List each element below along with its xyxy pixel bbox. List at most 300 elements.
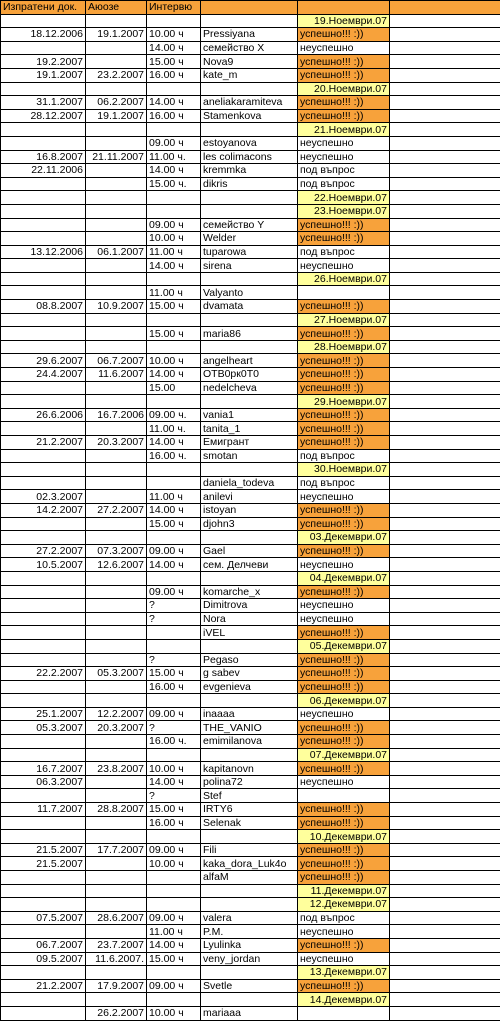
table-cell[interactable]: успешно!!! :)) — [298, 857, 390, 871]
table-cell[interactable]: под въпрос — [298, 449, 390, 463]
table-cell[interactable]: 08.8.2007 — [1, 300, 86, 314]
table-cell[interactable] — [390, 599, 500, 613]
table-cell[interactable] — [1, 830, 86, 844]
table-cell[interactable] — [1, 639, 86, 653]
table-cell[interactable]: успешно!!! :)) — [298, 762, 390, 776]
table-cell[interactable]: семейство X — [201, 41, 298, 55]
table-cell[interactable]: 06.Декември.07 — [298, 694, 390, 708]
table-cell[interactable]: 09.00 ч — [147, 136, 201, 150]
table-cell[interactable] — [86, 463, 147, 477]
table-cell[interactable]: THE_VANIO — [201, 721, 298, 735]
table-cell[interactable]: inaaaa — [201, 707, 298, 721]
table-cell[interactable]: evgenieva — [201, 680, 298, 694]
table-cell[interactable]: les colimacons — [201, 150, 298, 164]
table-cell[interactable]: под въпрос — [298, 177, 390, 191]
table-cell[interactable]: OTB0pк0T0 — [201, 368, 298, 382]
table-cell[interactable] — [1, 313, 86, 327]
table-cell[interactable]: 11.00 ч. — [147, 422, 201, 436]
table-cell[interactable] — [201, 340, 298, 354]
table-cell[interactable]: 13.Декември.07 — [298, 966, 390, 980]
table-cell[interactable]: семейство Y — [201, 218, 298, 232]
table-cell[interactable]: dikris — [201, 177, 298, 191]
table-cell[interactable]: 15.00 ч. — [147, 177, 201, 191]
table-cell[interactable] — [86, 612, 147, 626]
table-cell[interactable]: 16.00 ч — [147, 109, 201, 123]
table-cell[interactable] — [201, 204, 298, 218]
table-cell[interactable] — [390, 177, 500, 191]
table-cell[interactable] — [147, 204, 201, 218]
table-cell[interactable]: 09.00 ч — [147, 218, 201, 232]
table-cell[interactable] — [86, 571, 147, 585]
table-cell[interactable] — [86, 898, 147, 912]
table-cell[interactable]: 14.00 ч — [147, 938, 201, 952]
table-cell[interactable]: 06.7.2007 — [86, 354, 147, 368]
table-cell[interactable]: 05.Декември.07 — [298, 639, 390, 653]
table-cell[interactable]: неуспешно — [298, 136, 390, 150]
table-cell[interactable]: успешно!!! :)) — [298, 626, 390, 640]
table-cell[interactable] — [1, 381, 86, 395]
table-cell[interactable]: успешно!!! :)) — [298, 96, 390, 110]
table-cell[interactable]: Stamenkova — [201, 109, 298, 123]
table-cell[interactable]: 20.3.2007 — [86, 436, 147, 450]
header-cell[interactable]: Интервю — [147, 1, 201, 15]
table-cell[interactable]: 12.Декември.07 — [298, 898, 390, 912]
table-cell[interactable]: успешно!!! :)) — [298, 816, 390, 830]
table-cell[interactable] — [390, 68, 500, 82]
table-cell[interactable] — [390, 843, 500, 857]
table-cell[interactable] — [86, 857, 147, 871]
table-cell[interactable] — [390, 925, 500, 939]
table-cell[interactable]: неуспешно — [298, 558, 390, 572]
table-cell[interactable] — [390, 803, 500, 817]
table-cell[interactable] — [390, 96, 500, 110]
table-cell[interactable] — [1, 449, 86, 463]
table-cell[interactable] — [298, 789, 390, 803]
table-cell[interactable] — [390, 82, 500, 96]
table-cell[interactable]: успешно!!! :)) — [298, 503, 390, 517]
table-cell[interactable] — [390, 14, 500, 28]
table-cell[interactable] — [86, 871, 147, 885]
table-cell[interactable] — [86, 41, 147, 55]
table-cell[interactable]: 26.2.2007 — [86, 1006, 147, 1020]
table-cell[interactable]: 29.6.2007 — [1, 354, 86, 368]
table-cell[interactable] — [390, 993, 500, 1007]
table-cell[interactable]: 19.Ноември.07 — [298, 14, 390, 28]
table-cell[interactable] — [86, 136, 147, 150]
table-cell[interactable] — [86, 735, 147, 749]
table-cell[interactable] — [147, 884, 201, 898]
table-cell[interactable]: valera — [201, 911, 298, 925]
table-cell[interactable] — [86, 395, 147, 409]
table-cell[interactable]: 14.00 ч — [147, 775, 201, 789]
table-cell[interactable] — [86, 272, 147, 286]
table-cell[interactable]: 10.00 ч — [147, 28, 201, 42]
table-cell[interactable]: неуспешно — [298, 41, 390, 55]
table-cell[interactable]: kremmka — [201, 164, 298, 178]
table-cell[interactable]: 29.Ноември.07 — [298, 395, 390, 409]
table-cell[interactable]: 10.9.2007 — [86, 300, 147, 314]
table-cell[interactable] — [390, 408, 500, 422]
table-cell[interactable]: 10.00 ч — [147, 354, 201, 368]
table-cell[interactable] — [201, 531, 298, 545]
table-cell[interactable]: Selenak — [201, 816, 298, 830]
table-cell[interactable]: 05.3.2007 — [86, 667, 147, 681]
table-cell[interactable] — [390, 531, 500, 545]
table-cell[interactable]: polina72 — [201, 775, 298, 789]
header-cell[interactable] — [201, 1, 298, 15]
table-cell[interactable] — [1, 816, 86, 830]
table-cell[interactable] — [86, 286, 147, 300]
table-cell[interactable] — [147, 531, 201, 545]
table-cell[interactable] — [390, 463, 500, 477]
table-cell[interactable]: ? — [147, 721, 201, 735]
table-cell[interactable] — [147, 340, 201, 354]
table-cell[interactable]: 18.12.2006 — [1, 28, 86, 42]
table-cell[interactable]: 15.00 ч — [147, 327, 201, 341]
table-cell[interactable] — [1, 395, 86, 409]
table-cell[interactable] — [1, 789, 86, 803]
table-cell[interactable]: успешно!!! :)) — [298, 218, 390, 232]
table-cell[interactable]: ? — [147, 653, 201, 667]
table-cell[interactable] — [86, 789, 147, 803]
table-cell[interactable]: 10.5.2007 — [1, 558, 86, 572]
table-cell[interactable]: 25.1.2007 — [1, 707, 86, 721]
table-cell[interactable]: 19.1.2007 — [1, 68, 86, 82]
table-cell[interactable]: 10.00 ч — [147, 1006, 201, 1020]
table-cell[interactable] — [86, 259, 147, 273]
table-cell[interactable]: Svetle — [201, 979, 298, 993]
table-cell[interactable]: IRTY6 — [201, 803, 298, 817]
table-cell[interactable]: Valyanto — [201, 286, 298, 300]
table-cell[interactable]: komarche_x — [201, 585, 298, 599]
table-cell[interactable] — [390, 109, 500, 123]
table-cell[interactable]: 11.00 ч — [147, 245, 201, 259]
table-cell[interactable]: успешно!!! :)) — [298, 721, 390, 735]
table-cell[interactable] — [86, 204, 147, 218]
table-cell[interactable] — [390, 762, 500, 776]
table-cell[interactable] — [1, 327, 86, 341]
table-cell[interactable] — [390, 232, 500, 246]
table-cell[interactable] — [1, 735, 86, 749]
table-cell[interactable] — [390, 422, 500, 436]
table-cell[interactable]: 21.11.2007 — [86, 150, 147, 164]
table-cell[interactable] — [390, 911, 500, 925]
table-cell[interactable]: успешно!!! :)) — [298, 517, 390, 531]
table-cell[interactable]: 15.00 ч — [147, 300, 201, 314]
table-cell[interactable] — [298, 286, 390, 300]
table-cell[interactable]: 07.3.2007 — [86, 544, 147, 558]
table-cell[interactable] — [390, 979, 500, 993]
table-cell[interactable] — [86, 626, 147, 640]
table-cell[interactable]: успешно!!! :)) — [298, 803, 390, 817]
table-cell[interactable] — [390, 245, 500, 259]
table-cell[interactable] — [390, 449, 500, 463]
table-cell[interactable] — [1, 232, 86, 246]
table-cell[interactable] — [86, 816, 147, 830]
table-cell[interactable]: 16.00 ч — [147, 680, 201, 694]
table-cell[interactable]: 11.6.2007. — [86, 952, 147, 966]
table-cell[interactable] — [147, 966, 201, 980]
table-cell[interactable] — [390, 721, 500, 735]
table-cell[interactable] — [390, 150, 500, 164]
table-cell[interactable]: 10.00 ч — [147, 762, 201, 776]
table-cell[interactable] — [390, 490, 500, 504]
table-cell[interactable] — [201, 313, 298, 327]
table-cell[interactable]: 10.Декември.07 — [298, 830, 390, 844]
table-cell[interactable] — [1, 463, 86, 477]
table-cell[interactable]: успешно!!! :)) — [298, 327, 390, 341]
table-cell[interactable]: 03.Декември.07 — [298, 531, 390, 545]
table-cell[interactable]: 09.00 ч — [147, 707, 201, 721]
table-cell[interactable] — [390, 667, 500, 681]
table-cell[interactable] — [147, 463, 201, 477]
table-cell[interactable]: Gael — [201, 544, 298, 558]
table-cell[interactable] — [390, 735, 500, 749]
table-cell[interactable]: под въпрос — [298, 245, 390, 259]
table-cell[interactable] — [1, 259, 86, 273]
table-cell[interactable] — [390, 952, 500, 966]
table-cell[interactable]: успешно!!! :)) — [298, 232, 390, 246]
table-cell[interactable] — [86, 123, 147, 137]
table-cell[interactable]: dvamata — [201, 300, 298, 314]
table-cell[interactable]: Lyulinka — [201, 938, 298, 952]
table-cell[interactable]: 17.9.2007 — [86, 979, 147, 993]
table-cell[interactable]: nedelcheva — [201, 381, 298, 395]
table-cell[interactable] — [147, 993, 201, 1007]
table-cell[interactable] — [390, 748, 500, 762]
table-cell[interactable] — [390, 368, 500, 382]
table-cell[interactable]: 20.Ноември.07 — [298, 82, 390, 96]
table-cell[interactable] — [86, 639, 147, 653]
table-cell[interactable]: 14.Декември.07 — [298, 993, 390, 1007]
table-cell[interactable]: smotan — [201, 449, 298, 463]
table-cell[interactable]: успешно!!! :)) — [298, 422, 390, 436]
table-cell[interactable] — [86, 327, 147, 341]
table-cell[interactable] — [1, 748, 86, 762]
table-cell[interactable]: 21.5.2007 — [1, 857, 86, 871]
table-cell[interactable] — [1, 218, 86, 232]
table-cell[interactable]: 28.6.2007 — [86, 911, 147, 925]
table-cell[interactable] — [86, 585, 147, 599]
table-cell[interactable]: vania1 — [201, 408, 298, 422]
table-cell[interactable]: 21.Ноември.07 — [298, 123, 390, 137]
table-cell[interactable] — [1, 14, 86, 28]
table-cell[interactable] — [390, 55, 500, 69]
table-cell[interactable]: alfaM — [201, 871, 298, 885]
table-cell[interactable] — [390, 136, 500, 150]
table-cell[interactable] — [1, 585, 86, 599]
table-cell[interactable]: успешно!!! :)) — [298, 585, 390, 599]
table-cell[interactable] — [86, 449, 147, 463]
table-cell[interactable]: tuparowa — [201, 245, 298, 259]
table-cell[interactable] — [147, 395, 201, 409]
table-cell[interactable]: 16.00 ч. — [147, 735, 201, 749]
table-cell[interactable] — [390, 218, 500, 232]
table-cell[interactable] — [201, 748, 298, 762]
table-cell[interactable]: 09.00 ч — [147, 544, 201, 558]
table-cell[interactable]: успешно!!! :)) — [298, 354, 390, 368]
table-cell[interactable]: 27.Ноември.07 — [298, 313, 390, 327]
table-cell[interactable] — [201, 830, 298, 844]
table-cell[interactable]: 09.00 ч — [147, 911, 201, 925]
table-cell[interactable] — [1, 82, 86, 96]
table-cell[interactable] — [147, 830, 201, 844]
table-cell[interactable]: tanita_1 — [201, 422, 298, 436]
table-cell[interactable] — [201, 272, 298, 286]
table-cell[interactable]: Pressiyana — [201, 28, 298, 42]
table-cell[interactable] — [86, 490, 147, 504]
table-cell[interactable]: 16.00 ч. — [147, 449, 201, 463]
table-cell[interactable] — [147, 748, 201, 762]
table-cell[interactable]: 15.00 ч — [147, 517, 201, 531]
table-cell[interactable] — [86, 884, 147, 898]
table-cell[interactable] — [86, 775, 147, 789]
table-cell[interactable] — [86, 748, 147, 762]
table-cell[interactable] — [390, 436, 500, 450]
table-cell[interactable]: Stef — [201, 789, 298, 803]
table-cell[interactable] — [86, 55, 147, 69]
table-cell[interactable] — [147, 476, 201, 490]
table-cell[interactable] — [298, 1006, 390, 1020]
table-cell[interactable] — [390, 639, 500, 653]
table-cell[interactable] — [1, 694, 86, 708]
table-cell[interactable] — [390, 966, 500, 980]
table-cell[interactable]: под въпрос — [298, 164, 390, 178]
table-cell[interactable] — [86, 476, 147, 490]
table-cell[interactable] — [201, 898, 298, 912]
table-cell[interactable]: успешно!!! :)) — [298, 68, 390, 82]
table-cell[interactable] — [390, 571, 500, 585]
table-cell[interactable] — [86, 422, 147, 436]
table-cell[interactable] — [86, 177, 147, 191]
table-cell[interactable] — [1, 272, 86, 286]
table-cell[interactable]: Nova9 — [201, 55, 298, 69]
table-cell[interactable] — [147, 82, 201, 96]
table-cell[interactable]: 09.00 ч — [147, 843, 201, 857]
table-cell[interactable]: 14.00 ч — [147, 368, 201, 382]
table-cell[interactable]: 27.2.2007 — [1, 544, 86, 558]
table-cell[interactable] — [86, 531, 147, 545]
table-cell[interactable]: 13.12.2006 — [1, 245, 86, 259]
table-cell[interactable]: успешно!!! :)) — [298, 28, 390, 42]
table-cell[interactable] — [86, 653, 147, 667]
table-cell[interactable] — [390, 503, 500, 517]
table-cell[interactable] — [86, 830, 147, 844]
table-cell[interactable]: 27.2.2007 — [86, 503, 147, 517]
table-cell[interactable]: успешно!!! :)) — [298, 368, 390, 382]
table-cell[interactable] — [147, 123, 201, 137]
table-cell[interactable]: 11.6.2007 — [86, 368, 147, 382]
table-cell[interactable] — [1, 871, 86, 885]
table-cell[interactable] — [1, 517, 86, 531]
table-cell[interactable]: успешно!!! :)) — [298, 680, 390, 694]
table-cell[interactable] — [1, 653, 86, 667]
table-cell[interactable]: под въпрос — [298, 911, 390, 925]
table-cell[interactable] — [147, 898, 201, 912]
table-cell[interactable]: 14.00 ч — [147, 96, 201, 110]
table-cell[interactable]: 11.00 ч — [147, 286, 201, 300]
table-cell[interactable]: 15.00 — [147, 381, 201, 395]
table-cell[interactable] — [201, 571, 298, 585]
table-cell[interactable] — [390, 789, 500, 803]
table-cell[interactable] — [1, 531, 86, 545]
header-cell[interactable]: Изпратени док. — [1, 1, 86, 15]
table-cell[interactable]: Nora — [201, 612, 298, 626]
table-cell[interactable] — [390, 898, 500, 912]
table-cell[interactable]: 30.Ноември.07 — [298, 463, 390, 477]
table-cell[interactable]: 06.7.2007 — [1, 938, 86, 952]
table-cell[interactable]: djohn3 — [201, 517, 298, 531]
table-cell[interactable] — [86, 232, 147, 246]
table-cell[interactable]: istoyan — [201, 503, 298, 517]
table-cell[interactable] — [86, 340, 147, 354]
table-cell[interactable] — [390, 857, 500, 871]
table-cell[interactable]: 20.3.2007 — [86, 721, 147, 735]
table-cell[interactable]: успешно!!! :)) — [298, 381, 390, 395]
table-cell[interactable] — [1, 191, 86, 205]
table-cell[interactable] — [201, 191, 298, 205]
table-cell[interactable]: 26.Ноември.07 — [298, 272, 390, 286]
table-cell[interactable]: 06.1.2007 — [86, 245, 147, 259]
table-cell[interactable] — [1, 966, 86, 980]
table-cell[interactable]: под въпрос — [298, 476, 390, 490]
table-cell[interactable] — [1, 898, 86, 912]
table-cell[interactable]: emimilanova — [201, 735, 298, 749]
table-cell[interactable]: успешно!!! :)) — [298, 300, 390, 314]
table-cell[interactable] — [390, 544, 500, 558]
table-cell[interactable]: 12.6.2007 — [86, 558, 147, 572]
table-cell[interactable]: 11.7.2007 — [1, 803, 86, 817]
table-cell[interactable]: 14.00 ч — [147, 259, 201, 273]
table-cell[interactable] — [390, 300, 500, 314]
table-cell[interactable] — [201, 966, 298, 980]
table-cell[interactable]: успешно!!! :)) — [298, 408, 390, 422]
table-cell[interactable]: mariaaa — [201, 1006, 298, 1020]
table-cell[interactable] — [1, 41, 86, 55]
table-cell[interactable]: 16.7.2006 — [86, 408, 147, 422]
table-cell[interactable] — [1, 340, 86, 354]
table-cell[interactable]: angelheart — [201, 354, 298, 368]
table-cell[interactable] — [390, 327, 500, 341]
table-cell[interactable] — [147, 694, 201, 708]
table-cell[interactable]: 28.8.2007 — [86, 803, 147, 817]
table-cell[interactable]: успешно!!! :)) — [298, 55, 390, 69]
table-cell[interactable]: iVEL — [201, 626, 298, 640]
table-cell[interactable]: 15.00 ч — [147, 952, 201, 966]
table-cell[interactable]: неуспешно — [298, 952, 390, 966]
table-cell[interactable] — [390, 626, 500, 640]
table-cell[interactable]: 09.00 ч — [147, 585, 201, 599]
table-cell[interactable] — [1, 612, 86, 626]
table-cell[interactable] — [201, 14, 298, 28]
table-cell[interactable]: 14.00 ч — [147, 436, 201, 450]
table-cell[interactable]: 21.2.2007 — [1, 436, 86, 450]
table-cell[interactable] — [201, 884, 298, 898]
table-cell[interactable] — [147, 639, 201, 653]
table-cell[interactable] — [86, 381, 147, 395]
table-cell[interactable]: 22.Ноември.07 — [298, 191, 390, 205]
table-cell[interactable]: ? — [147, 789, 201, 803]
table-cell[interactable] — [201, 395, 298, 409]
table-cell[interactable]: kaka_dora_Luk4o — [201, 857, 298, 871]
table-cell[interactable]: 15.00 ч — [147, 803, 201, 817]
table-cell[interactable]: 21.5.2007 — [1, 843, 86, 857]
table-cell[interactable] — [390, 395, 500, 409]
table-cell[interactable]: сем. Делчеви — [201, 558, 298, 572]
table-cell[interactable] — [390, 694, 500, 708]
table-cell[interactable]: 16.00 ч — [147, 68, 201, 82]
table-cell[interactable]: неуспешно — [298, 925, 390, 939]
